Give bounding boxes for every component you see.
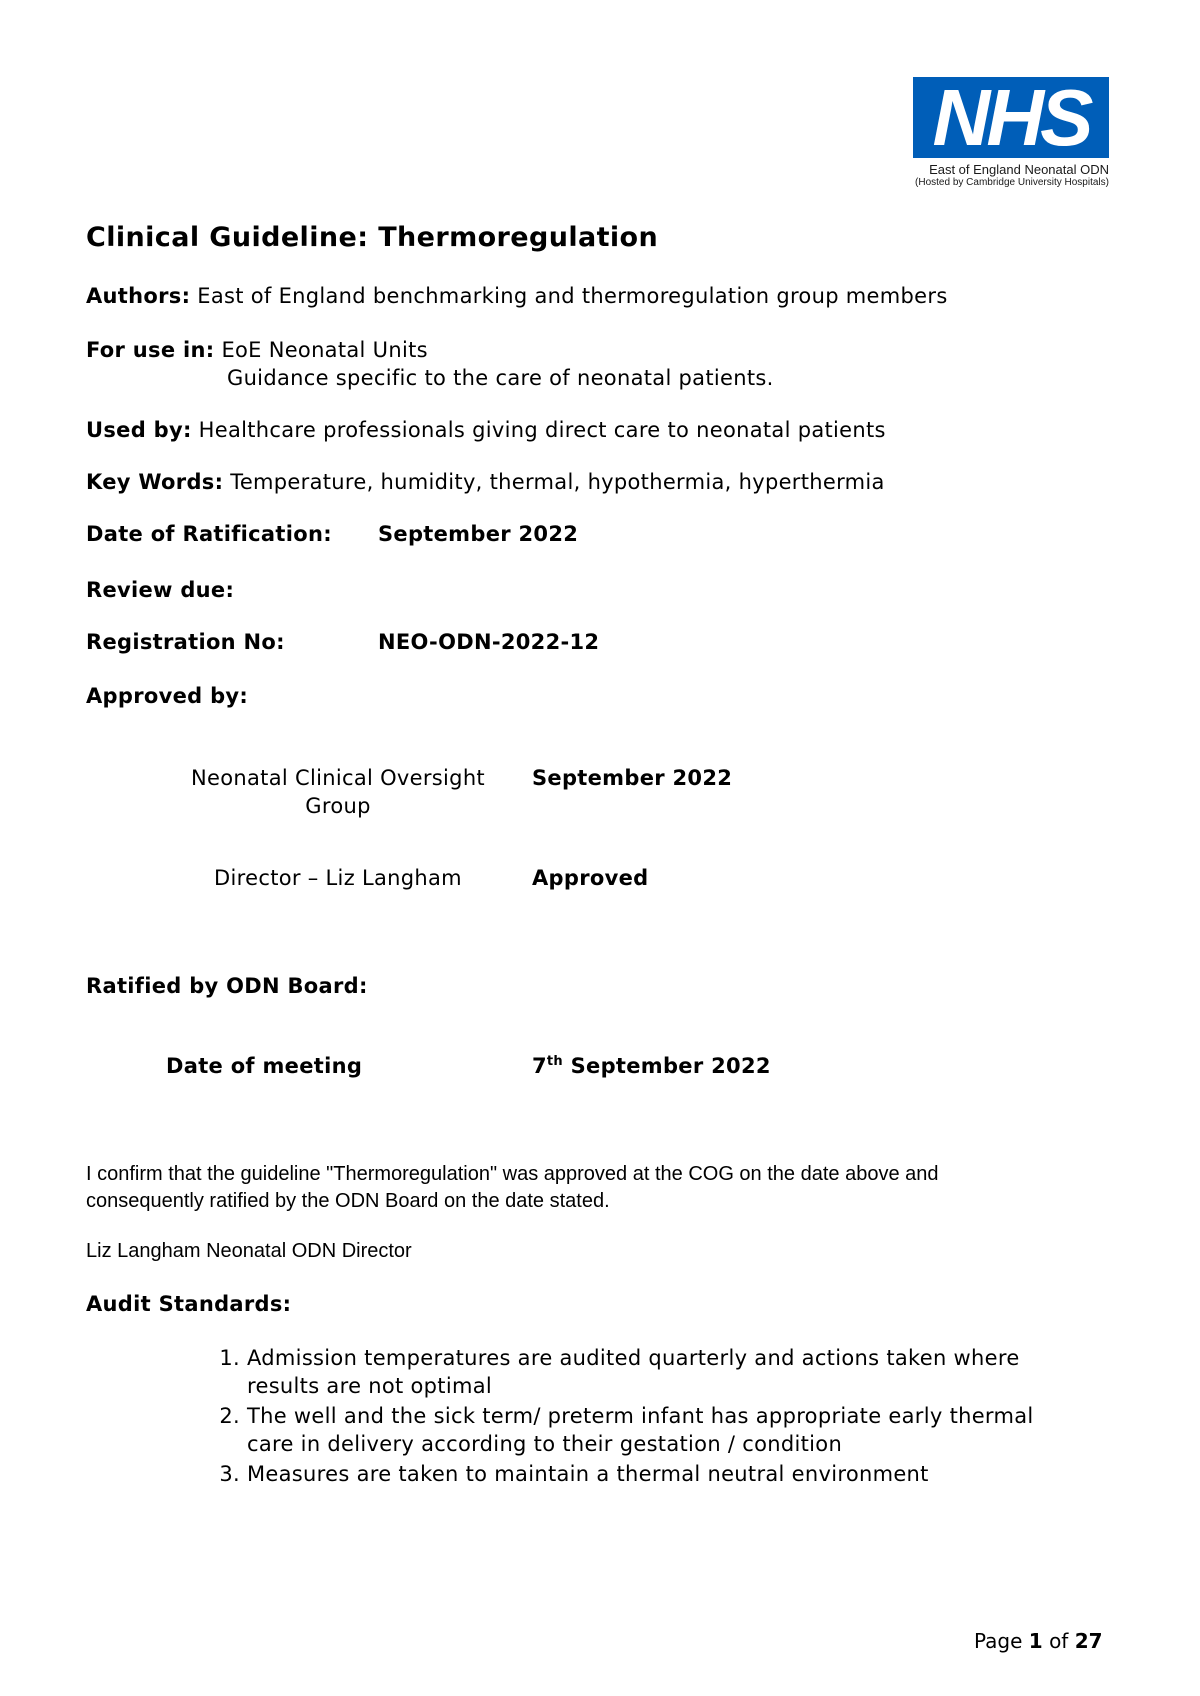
list-item	[247, 1460, 1127, 1488]
logo-host-line: (Hosted by Cambridge University Hospitals)	[915, 177, 1109, 188]
page-of-word: of	[1049, 1629, 1069, 1653]
key-words-value: Temperature, humidity, thermal, hypothermia, hyperthermia	[230, 470, 885, 494]
for-use-in-label: For use in:	[86, 338, 215, 362]
approver-cog-status: September 2022	[532, 766, 733, 790]
confirmation-line2: consequently ratified by the ODN Board on the date stated.	[86, 1190, 610, 1212]
approver-director: Director – Liz Langham	[214, 866, 462, 890]
review-due-label: Review due:	[86, 578, 235, 602]
authors-row	[86, 282, 948, 310]
audit-standards-list	[205, 1344, 1127, 1490]
approver-director-status: Approved	[532, 866, 649, 890]
key-words-row	[86, 468, 885, 496]
list-item	[247, 1402, 1127, 1458]
for-use-in-value: EoE Neonatal Units	[221, 338, 428, 362]
approved-by-label: Approved by:	[86, 684, 249, 708]
page-word: Page	[974, 1629, 1023, 1653]
nhs-logo	[913, 73, 1109, 188]
ratification-label: Date of Ratification:	[86, 522, 332, 546]
registration-label: Registration No:	[86, 630, 285, 654]
meeting-day-suffix: th	[546, 1054, 563, 1069]
audit-item-1-line1: Admission temperatures are audited quarterly and actions taken where	[247, 1346, 1020, 1370]
ratified-label: Ratified by ODN Board:	[86, 974, 368, 998]
for-use-in-row	[86, 336, 428, 364]
confirmation-line1: I confirm that the guideline "Thermoregulation" was approved at the COG on the date above and	[86, 1163, 939, 1185]
page-title: Clinical Guideline: Thermoregulation	[86, 222, 659, 253]
page-total: 27	[1074, 1629, 1103, 1653]
signatory: Liz Langham Neonatal ODN Director	[86, 1240, 412, 1262]
authors-label: Authors:	[86, 284, 191, 308]
authors-value: East of England benchmarking and thermoregulation group members	[197, 284, 948, 308]
used-by-row	[86, 416, 886, 444]
approver-cog	[178, 764, 498, 820]
audit-label: Audit Standards:	[86, 1292, 292, 1316]
used-by-value: Healthcare professionals giving direct care to neonatal patients	[198, 418, 886, 442]
list-item	[247, 1344, 1127, 1400]
meeting-day: 7	[532, 1054, 547, 1078]
used-by-label: Used by:	[86, 418, 192, 442]
audit-item-2-line1: The well and the sick term/ preterm infant has appropriate early thermal	[247, 1404, 1034, 1428]
approver-cog-line1: Neonatal Clinical Oversight	[191, 766, 485, 790]
page-number	[974, 1628, 1103, 1654]
audit-item-3-line1: Measures are taken to maintain a thermal neutral environment	[247, 1462, 929, 1486]
approver-cog-line2: Group	[305, 794, 371, 818]
meeting-label: Date of meeting	[166, 1054, 363, 1078]
nhs-logo-mark: NHS	[913, 77, 1109, 158]
registration-value: NEO-ODN-2022-12	[378, 630, 600, 654]
logo-org-name: East of England Neonatal ODN	[929, 162, 1109, 177]
for-use-in-note: Guidance specific to the care of neonatal patients.	[227, 366, 774, 390]
page-current: 1	[1028, 1629, 1043, 1653]
meeting-date	[532, 1052, 771, 1080]
audit-item-2-line2: care in delivery according to their gestation / condition	[247, 1432, 843, 1456]
ratification-value: September 2022	[378, 522, 579, 546]
meeting-month-year: September 2022	[563, 1054, 771, 1078]
key-words-label: Key Words:	[86, 470, 224, 494]
audit-item-1-line2: results are not optimal	[247, 1374, 493, 1398]
